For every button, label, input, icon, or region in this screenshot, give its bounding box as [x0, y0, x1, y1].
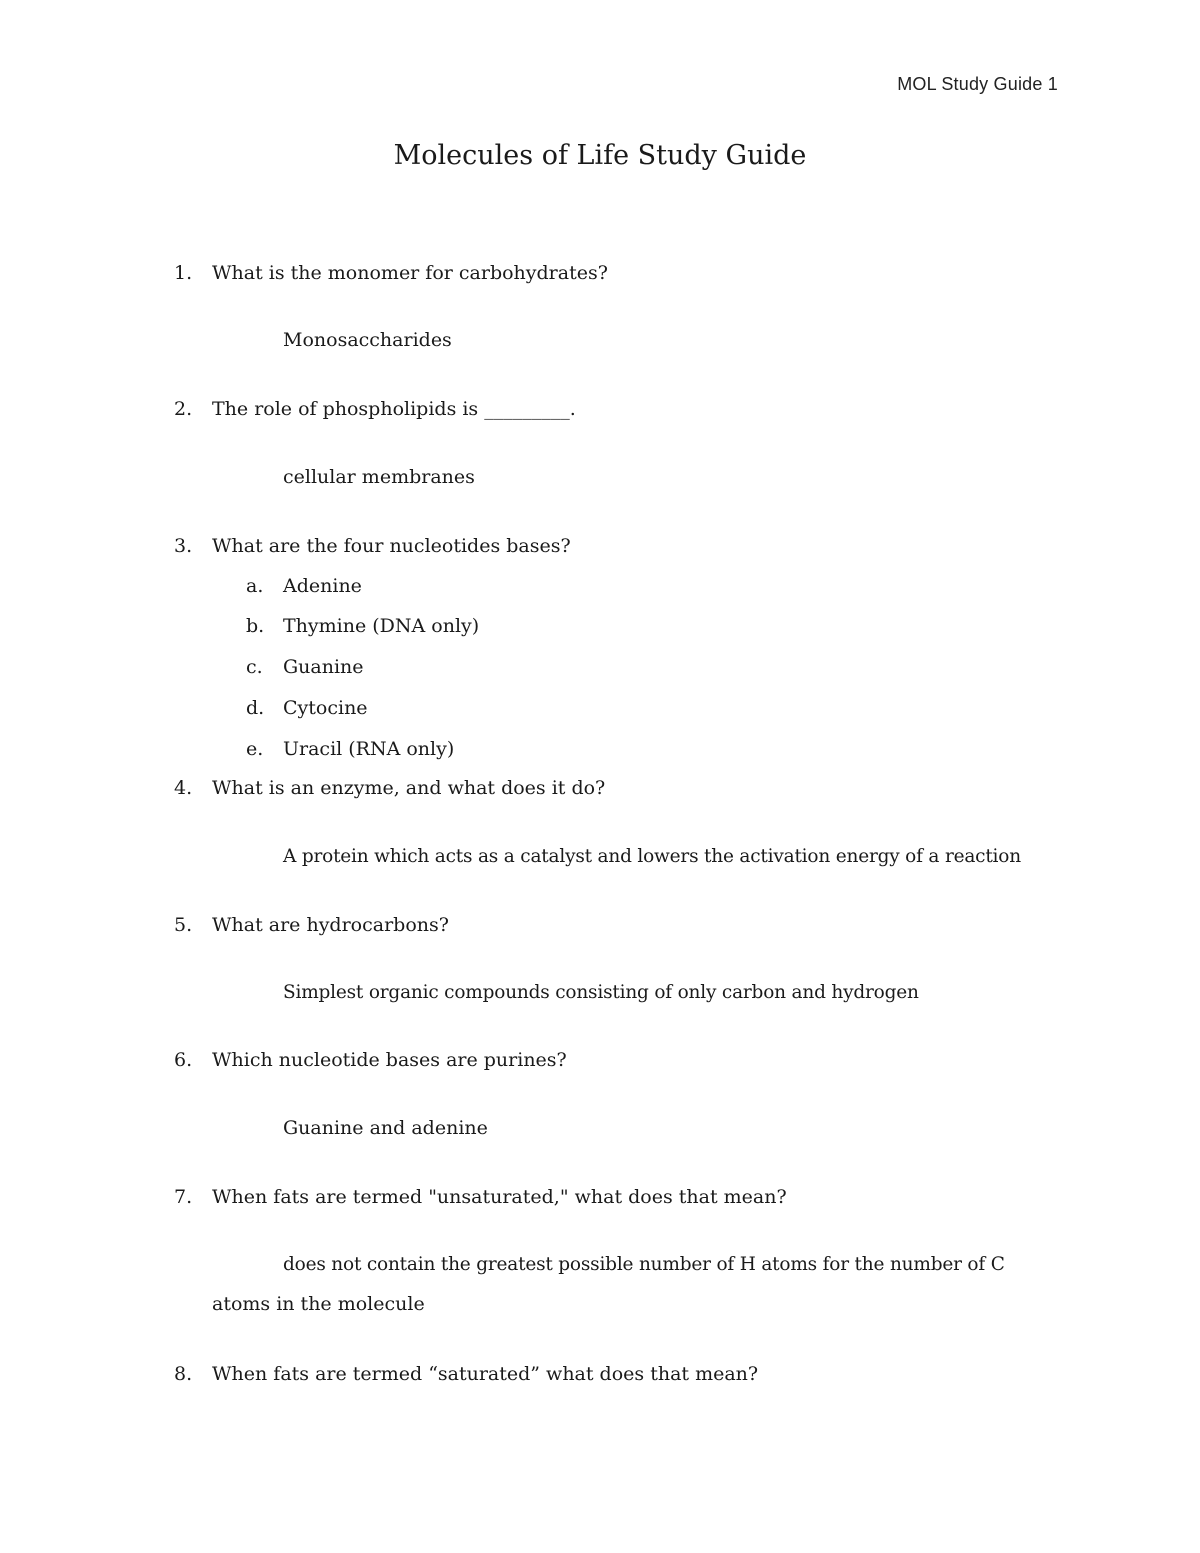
answer-5: Simplest organic compounds consisting of only carbon and hydrogen [283, 982, 919, 1003]
answer-1: Monosaccharides [283, 329, 452, 351]
question-6-number: 6. [174, 1049, 193, 1071]
list-item: Adenine [283, 575, 362, 597]
list-item: Cytocine [283, 697, 368, 719]
question-4-text: What is an enzyme, and what does it do? [212, 777, 606, 799]
list-item-letter: d. [246, 697, 265, 719]
question-7-text: When fats are termed "unsaturated," what does that mean? [212, 1186, 787, 1208]
list-item-letter: a. [246, 575, 264, 597]
answer-7: does not contain the greatest possible number of H atoms for the number of C [283, 1254, 1005, 1275]
question-6-text: Which nucleotide bases are purines? [212, 1049, 567, 1071]
question-5-number: 5. [174, 914, 193, 936]
answer-7-continued: atoms in the molecule [212, 1293, 425, 1315]
question-3-number: 3. [174, 535, 193, 557]
running-head: MOL Study Guide 1 [897, 74, 1058, 94]
question-7-number: 7. [174, 1186, 193, 1208]
question-1-text: What is the monomer for carbohydrates? [212, 262, 608, 284]
document-title: Molecules of Life Study Guide [393, 140, 807, 171]
question-2-text: The role of phospholipids is _________. [212, 398, 576, 420]
question-8-number: 8. [174, 1363, 193, 1385]
list-item: Guanine [283, 656, 364, 678]
list-item-letter: b. [246, 615, 265, 637]
answer-2: cellular membranes [283, 466, 475, 488]
answer-6: Guanine and adenine [283, 1117, 488, 1139]
question-3-text: What are the four nucleotides bases? [212, 535, 571, 557]
question-8-text: When fats are termed “saturated” what does that mean? [212, 1363, 759, 1385]
list-item: Uracil (RNA only) [283, 738, 455, 760]
question-2-number: 2. [174, 398, 193, 420]
question-4-number: 4. [174, 777, 193, 799]
question-5-text: What are hydrocarbons? [212, 914, 449, 936]
list-item-letter: e. [246, 738, 264, 760]
list-item-letter: c. [246, 656, 263, 678]
answer-4: A protein which acts as a catalyst and lowers the activation energy of a reaction [283, 846, 1021, 867]
question-1-number: 1. [174, 262, 193, 284]
list-item: Thymine (DNA only) [283, 615, 480, 637]
